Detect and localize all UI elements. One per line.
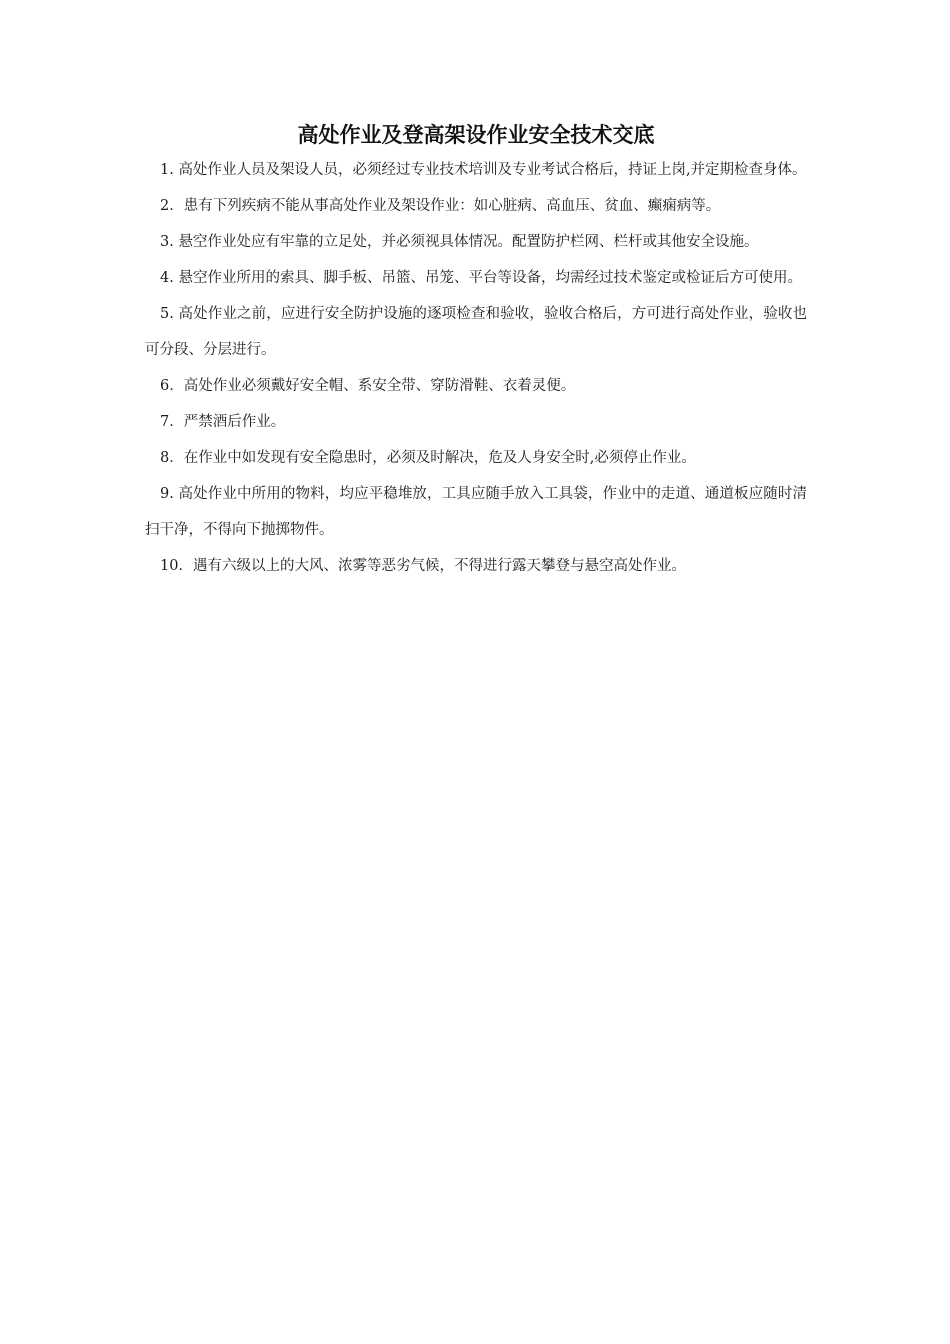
list-item: 8．在作业中如发现有安全隐患时，必须及时解决，危及人身安全时,必须停止作业。: [160, 450, 696, 466]
list-item: 9. 高处作业中所用的物料，均应平稳堆放，工具应随手放入工具袋，作业中的走道、通道板应随时清扫干净，不得向下抛掷物件。: [145, 486, 807, 538]
list-item: 10．遇有六级以上的大风、浓雾等恶劣气候，不得进行露天攀登与悬空高处作业。: [160, 558, 686, 574]
list-item: 1. 高处作业人员及架设人员，必须经过专业技术培训及专业考试合格后，持证上岗,并定期检查身体。: [160, 162, 807, 178]
document-page: [145, 118, 807, 584]
list-item: 3. 悬空作业处应有牢靠的立足处，并必须视具体情况。配置防护栏网、栏杆或其他安全设施。: [160, 234, 759, 250]
list-item: 4. 悬空作业所用的索具、脚手板、吊篮、吊笼、平台等设备，均需经过技术鉴定或检证后方可使用。: [160, 270, 802, 286]
safety-items-list: [145, 152, 807, 584]
list-item: 7．严禁酒后作业。: [160, 414, 286, 430]
list-item: 5. 高处作业之前，应进行安全防护设施的逐项检查和验收，验收合格后，方可进行高处作业，验收也可分段、分层进行。: [145, 306, 807, 358]
page-title: 高处作业及登高架设作业安全技术交底: [297, 123, 655, 147]
list-item: 6．高处作业必须戴好安全帽、系安全带、穿防滑鞋、衣着灵便。: [160, 378, 576, 394]
list-item: 2．患有下列疾病不能从事高处作业及架设作业：如心脏病、高血压、贫血、癫痫病等。: [160, 198, 721, 214]
